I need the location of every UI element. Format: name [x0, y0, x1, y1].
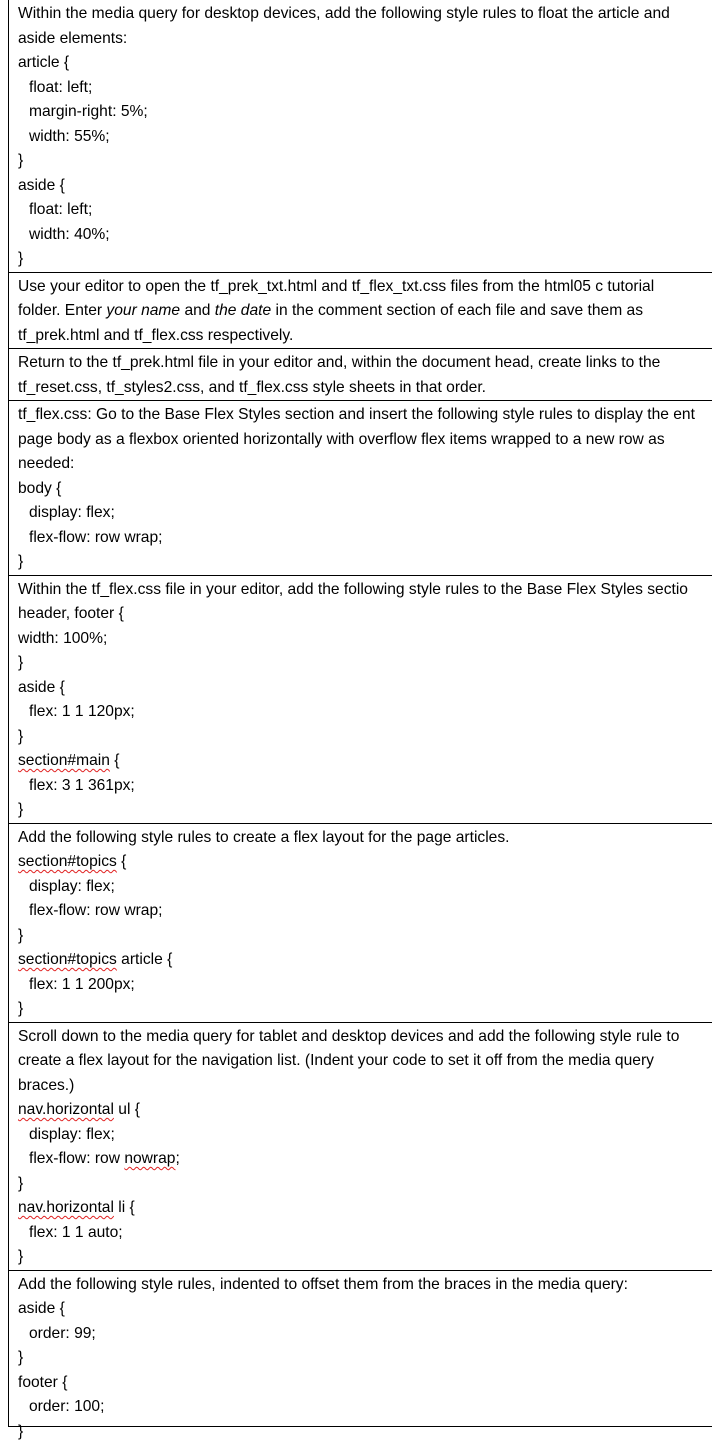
instruction-text: create a flex layout for the navigation list. (Indent your code to set it off from the media query [18, 1049, 712, 1074]
step-cell-8 [9, 1270, 712, 1444]
instruction-text: Add the following style rules, indented to offset them from the braces in the media query: [18, 1273, 712, 1298]
code-line: } [18, 550, 712, 575]
code-line: display: flex; [18, 1123, 712, 1148]
code-line: float: left; [18, 198, 712, 223]
code-line: flex: 3 1 361px; [18, 774, 712, 799]
code-line [18, 850, 712, 875]
instruction-text: Within the tf_flex.css file in your editor, add the following style rules to the Base Flex Styles sectio [18, 578, 712, 603]
emphasis-the-date: the date [215, 302, 271, 319]
spellcheck-word: nowrap [124, 1150, 175, 1167]
code-line: width: 100%; [18, 627, 712, 652]
code-line: flex-flow: row wrap; [18, 899, 712, 924]
instruction-text: Scroll down to the media query for tablet and desktop devices and add the following style rule to [18, 1025, 712, 1050]
code-line: margin-right: 5%; [18, 100, 712, 125]
code-line: float: left; [18, 76, 712, 101]
text-run: { [117, 853, 127, 870]
code-line: order: 99; [18, 1322, 712, 1347]
instruction-text: aside elements: [18, 27, 712, 52]
code-line: flex: 1 1 120px; [18, 700, 712, 725]
code-line: } [18, 798, 712, 823]
text-run: folder. Enter [18, 302, 106, 319]
code-line: display: flex; [18, 875, 712, 900]
code-line [18, 948, 712, 973]
instruction-text: braces.) [18, 1074, 712, 1099]
step-cell-3 [9, 348, 712, 400]
instruction-text: Use your editor to open the tf_prek_txt.html and tf_flex_txt.css files from the html05 c tutorial [18, 275, 712, 300]
code-line: header, footer { [18, 602, 712, 627]
text-run: ul { [114, 1101, 140, 1118]
code-line: } [18, 651, 712, 676]
code-line: } [18, 924, 712, 949]
code-line: width: 55%; [18, 125, 712, 150]
text-run: article { [117, 951, 172, 968]
spellcheck-word: section#topics [18, 853, 117, 870]
spellcheck-word: section#topics [18, 951, 117, 968]
instruction-text: tf_reset.css, tf_styles2.css, and tf_flex.css style sheets in that order. [18, 376, 712, 401]
code-line: body { [18, 477, 712, 502]
instruction-text: Within the media query for desktop devices, add the following style rules to float the article and [18, 2, 712, 27]
spellcheck-word: section#main [18, 752, 110, 769]
emphasis-your-name: your name [106, 302, 180, 319]
code-line: flex: 1 1 auto; [18, 1221, 712, 1246]
instruction-text: page body as a flexbox oriented horizontally with overflow flex items wrapped to a new row as [18, 428, 712, 453]
code-line: } [18, 1172, 712, 1197]
code-line [18, 1196, 712, 1221]
spellcheck-word: nav.horizontal [18, 1101, 114, 1118]
code-line [18, 1147, 712, 1172]
instruction-text: Return to the tf_prek.html file in your editor and, within the document head, create links to the [18, 351, 712, 376]
text-run: li { [114, 1199, 135, 1216]
step-cell-5 [9, 575, 712, 823]
instruction-text: tf_flex.css: Go to the Base Flex Styles section and insert the following style rules to display the ent [18, 403, 712, 428]
code-line: aside { [18, 676, 712, 701]
code-line: flex: 1 1 200px; [18, 973, 712, 998]
code-line [18, 749, 712, 774]
text-run: flex-flow: row [29, 1150, 124, 1167]
text-run: ; [175, 1150, 179, 1167]
code-line: display: flex; [18, 501, 712, 526]
instructions-table [8, 0, 712, 1427]
code-line: } [18, 1245, 712, 1270]
step-cell-6 [9, 823, 712, 1022]
code-line: aside { [18, 174, 712, 199]
code-line: } [18, 997, 712, 1022]
code-line: } [18, 1420, 712, 1444]
step-cell-4 [9, 400, 712, 575]
code-line: } [18, 725, 712, 750]
code-line [18, 1098, 712, 1123]
text-run: in the comment section of each file and save them as [271, 302, 643, 319]
code-line: aside { [18, 1297, 712, 1322]
code-line: footer { [18, 1371, 712, 1396]
code-line: } [18, 247, 712, 272]
spellcheck-word: nav.horizontal [18, 1199, 114, 1216]
code-line: } [18, 149, 712, 174]
code-line: width: 40%; [18, 223, 712, 248]
code-line: order: 100; [18, 1395, 712, 1420]
text-run: { [110, 752, 120, 769]
step-cell-7 [9, 1022, 712, 1270]
code-line: } [18, 1346, 712, 1371]
step-cell-1 [9, 0, 712, 272]
instruction-text: needed: [18, 452, 712, 477]
code-line: article { [18, 51, 712, 76]
instruction-text [18, 299, 712, 324]
text-run: and [180, 302, 215, 319]
code-line: flex-flow: row wrap; [18, 526, 712, 551]
instruction-text: tf_prek.html and tf_flex.css respectively. [18, 324, 712, 349]
step-cell-2 [9, 272, 712, 349]
instruction-text: Add the following style rules to create a flex layout for the page articles. [18, 826, 712, 851]
